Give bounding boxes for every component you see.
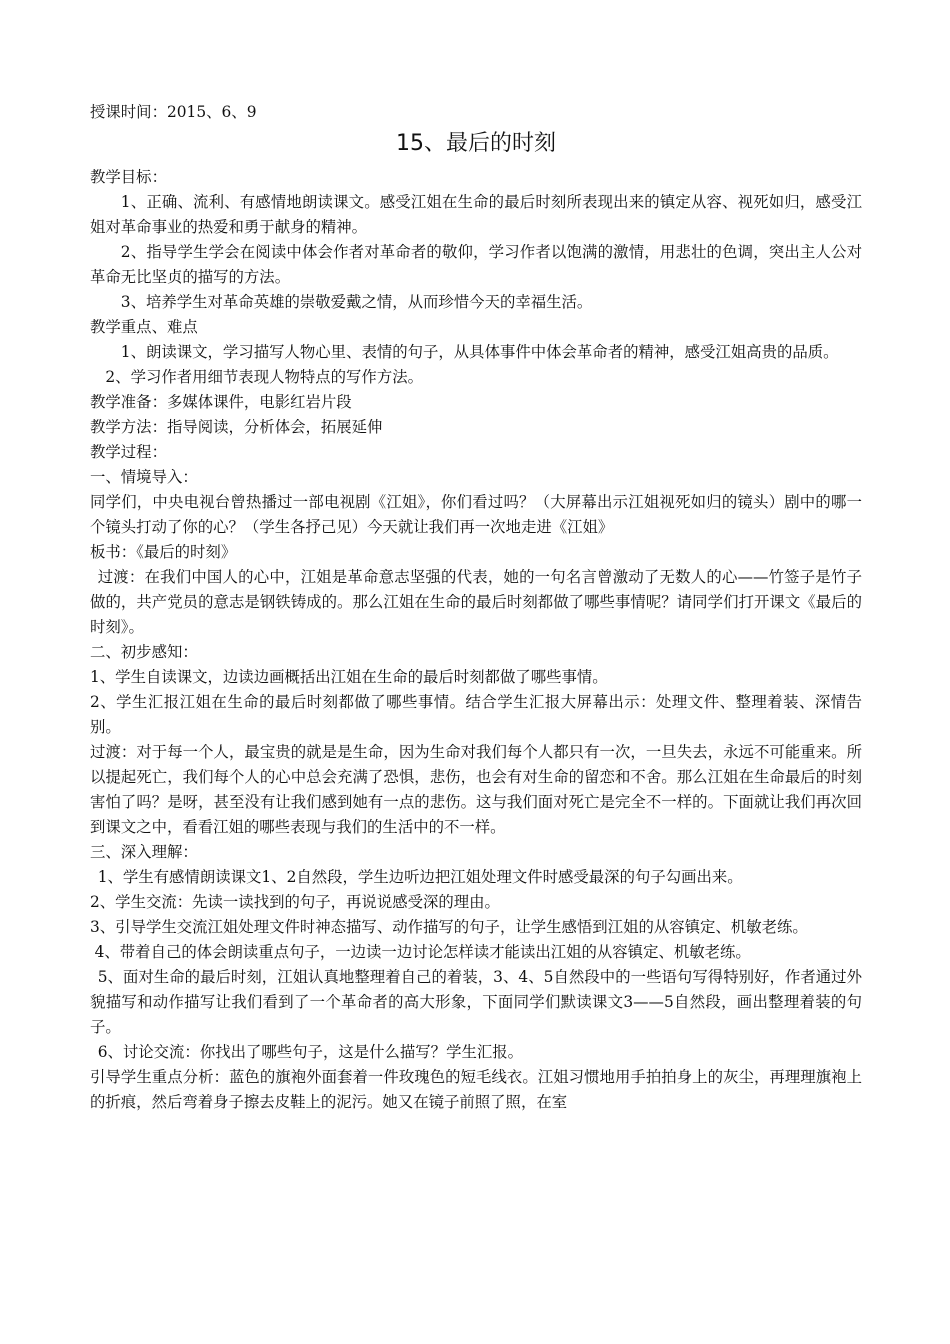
section-1-heading: 一、情境导入： [90, 468, 198, 486]
goal-item-1: 1、正确、流利、有感情地朗读课文。感受江姐在生命的最后时刻所表现出来的镇定从容、视死如归，感受江姐对革命事业的热爱和勇于献身的精神。 [90, 193, 862, 236]
section-1-board: 板书：《最后的时刻》 [90, 543, 237, 561]
section-3-step-1: 1、学生有感情朗读课文1、2自然段，学生边听边把江姐处理文件时感受最深的句子勾画出来。 [97, 868, 743, 886]
goals-heading: 教学目标： [90, 168, 167, 186]
section-3-heading: 三、深入理解： [90, 843, 198, 861]
section-3-step-6: 6、讨论交流：你找出了哪些句子，这是什么描写？学生汇报。 [97, 1043, 524, 1061]
key-points-heading: 教学重点、难点 [90, 318, 198, 336]
section-3-analysis: 引导学生重点分析：蓝色的旗袍外面套着一件玫瑰色的短毛线衣。江姐习惯地用手拍拍身上的灰尘，再理理旗袍上的折痕，然后弯着身子擦去皮鞋上的泥污。她又在镜子前照了照，在室 [90, 1068, 862, 1111]
key-point-item-1: 1、朗读课文，学习描写人物心里、表情的句子，从具体事件中体会革命者的精神，感受江姐高贵的品质。 [120, 343, 839, 361]
section-3-step-2: 2、学生交流：先读一读找到的句子，再说说感受深的理由。 [90, 893, 500, 911]
section-1-transition: 过渡：在我们中国人的心中，江姐是革命意志坚强的代表，她的一句名言曾激动了无数人的心——竹签子是竹子做的，共产党员的意志是钢铁铸成的。那么江姐在生命的最后时刻都做了哪些事情呢？请同学们打开课文《最后的时刻》。 [90, 568, 862, 636]
method-line: 教学方法：指导阅读，分析体会，拓展延伸 [90, 418, 383, 436]
process-heading: 教学过程： [90, 443, 167, 461]
page-title: 15、最后的时刻 [396, 131, 556, 156]
preparation-line: 教学准备：多媒体课件，电影红岩片段 [90, 393, 352, 411]
key-point-item-2: 2、学习作者用细节表现人物特点的写作方法。 [105, 368, 423, 386]
section-2-step-1: 1、学生自读课文，边读边画概括出江姐在生命的最后时刻都做了哪些事情。 [90, 668, 608, 686]
goal-item-3: 3、培养学生对革命英雄的崇敬爱戴之情，从而珍惜今天的幸福生活。 [120, 293, 593, 311]
section-3-step-5: 5、面对生命的最后时刻，江姐认真地整理着自己的着装，3、4、5自然段中的一些语句写得特别好，作者通过外貌描写和动作描写让我们看到了一个革命者的高大形象，下面同学们默读课文3——5自然段，画出整理着装的句子。 [90, 968, 862, 1036]
section-2-heading: 二、初步感知： [90, 643, 198, 661]
lesson-plan-page [90, 100, 862, 1115]
section-2-transition: 过渡：对于每一个人，最宝贵的就是是生命，因为生命对我们每个人都只有一次，一旦失去，永远不可能重来。所以提起死亡，我们每个人的心中总会充满了恐惧，悲伤，也会有对生命的留恋和不舍。那么江姐在生命最后的时刻害怕了吗？是呀，甚至没有让我们感到她有一点的悲伤。这与我们面对死亡是完全不一样的。下面就让我们再次回到课文之中，看看江姐的哪些表现与我们的生活中的不一样。 [90, 743, 862, 836]
section-2-step-2: 2、学生汇报江姐在生命的最后时刻都做了哪些事情。结合学生汇报大屏幕出示：处理文件、整理着装、深情告别。 [90, 693, 862, 736]
goal-item-2: 2、指导学生学会在阅读中体会作者对革命者的敬仰，学习作者以饱满的激情，用悲壮的色调，突出主人公对革命无比坚贞的描写的方法。 [90, 243, 862, 286]
section-3-step-4: 4、带着自己的体会朗读重点句子，一边读一边讨论怎样读才能读出江姐的从容镇定、机敏老练。 [94, 943, 751, 961]
section-3-step-3: 3、引导学生交流江姐处理文件时神态描写、动作描写的句子，让学生感悟到江姐的从容镇定、机敏老练。 [90, 918, 808, 936]
section-1-intro: 同学们，中央电视台曾热播过一部电视剧《江姐》，你们看过吗？（大屏幕出示江姐视死如归的镜头）剧中的哪一个镜头打动了你的心？（学生各抒己见）今天就让我们再一次地走进《江姐》 [90, 493, 862, 536]
lesson-date: 授课时间：2015、6、9 [90, 103, 257, 121]
